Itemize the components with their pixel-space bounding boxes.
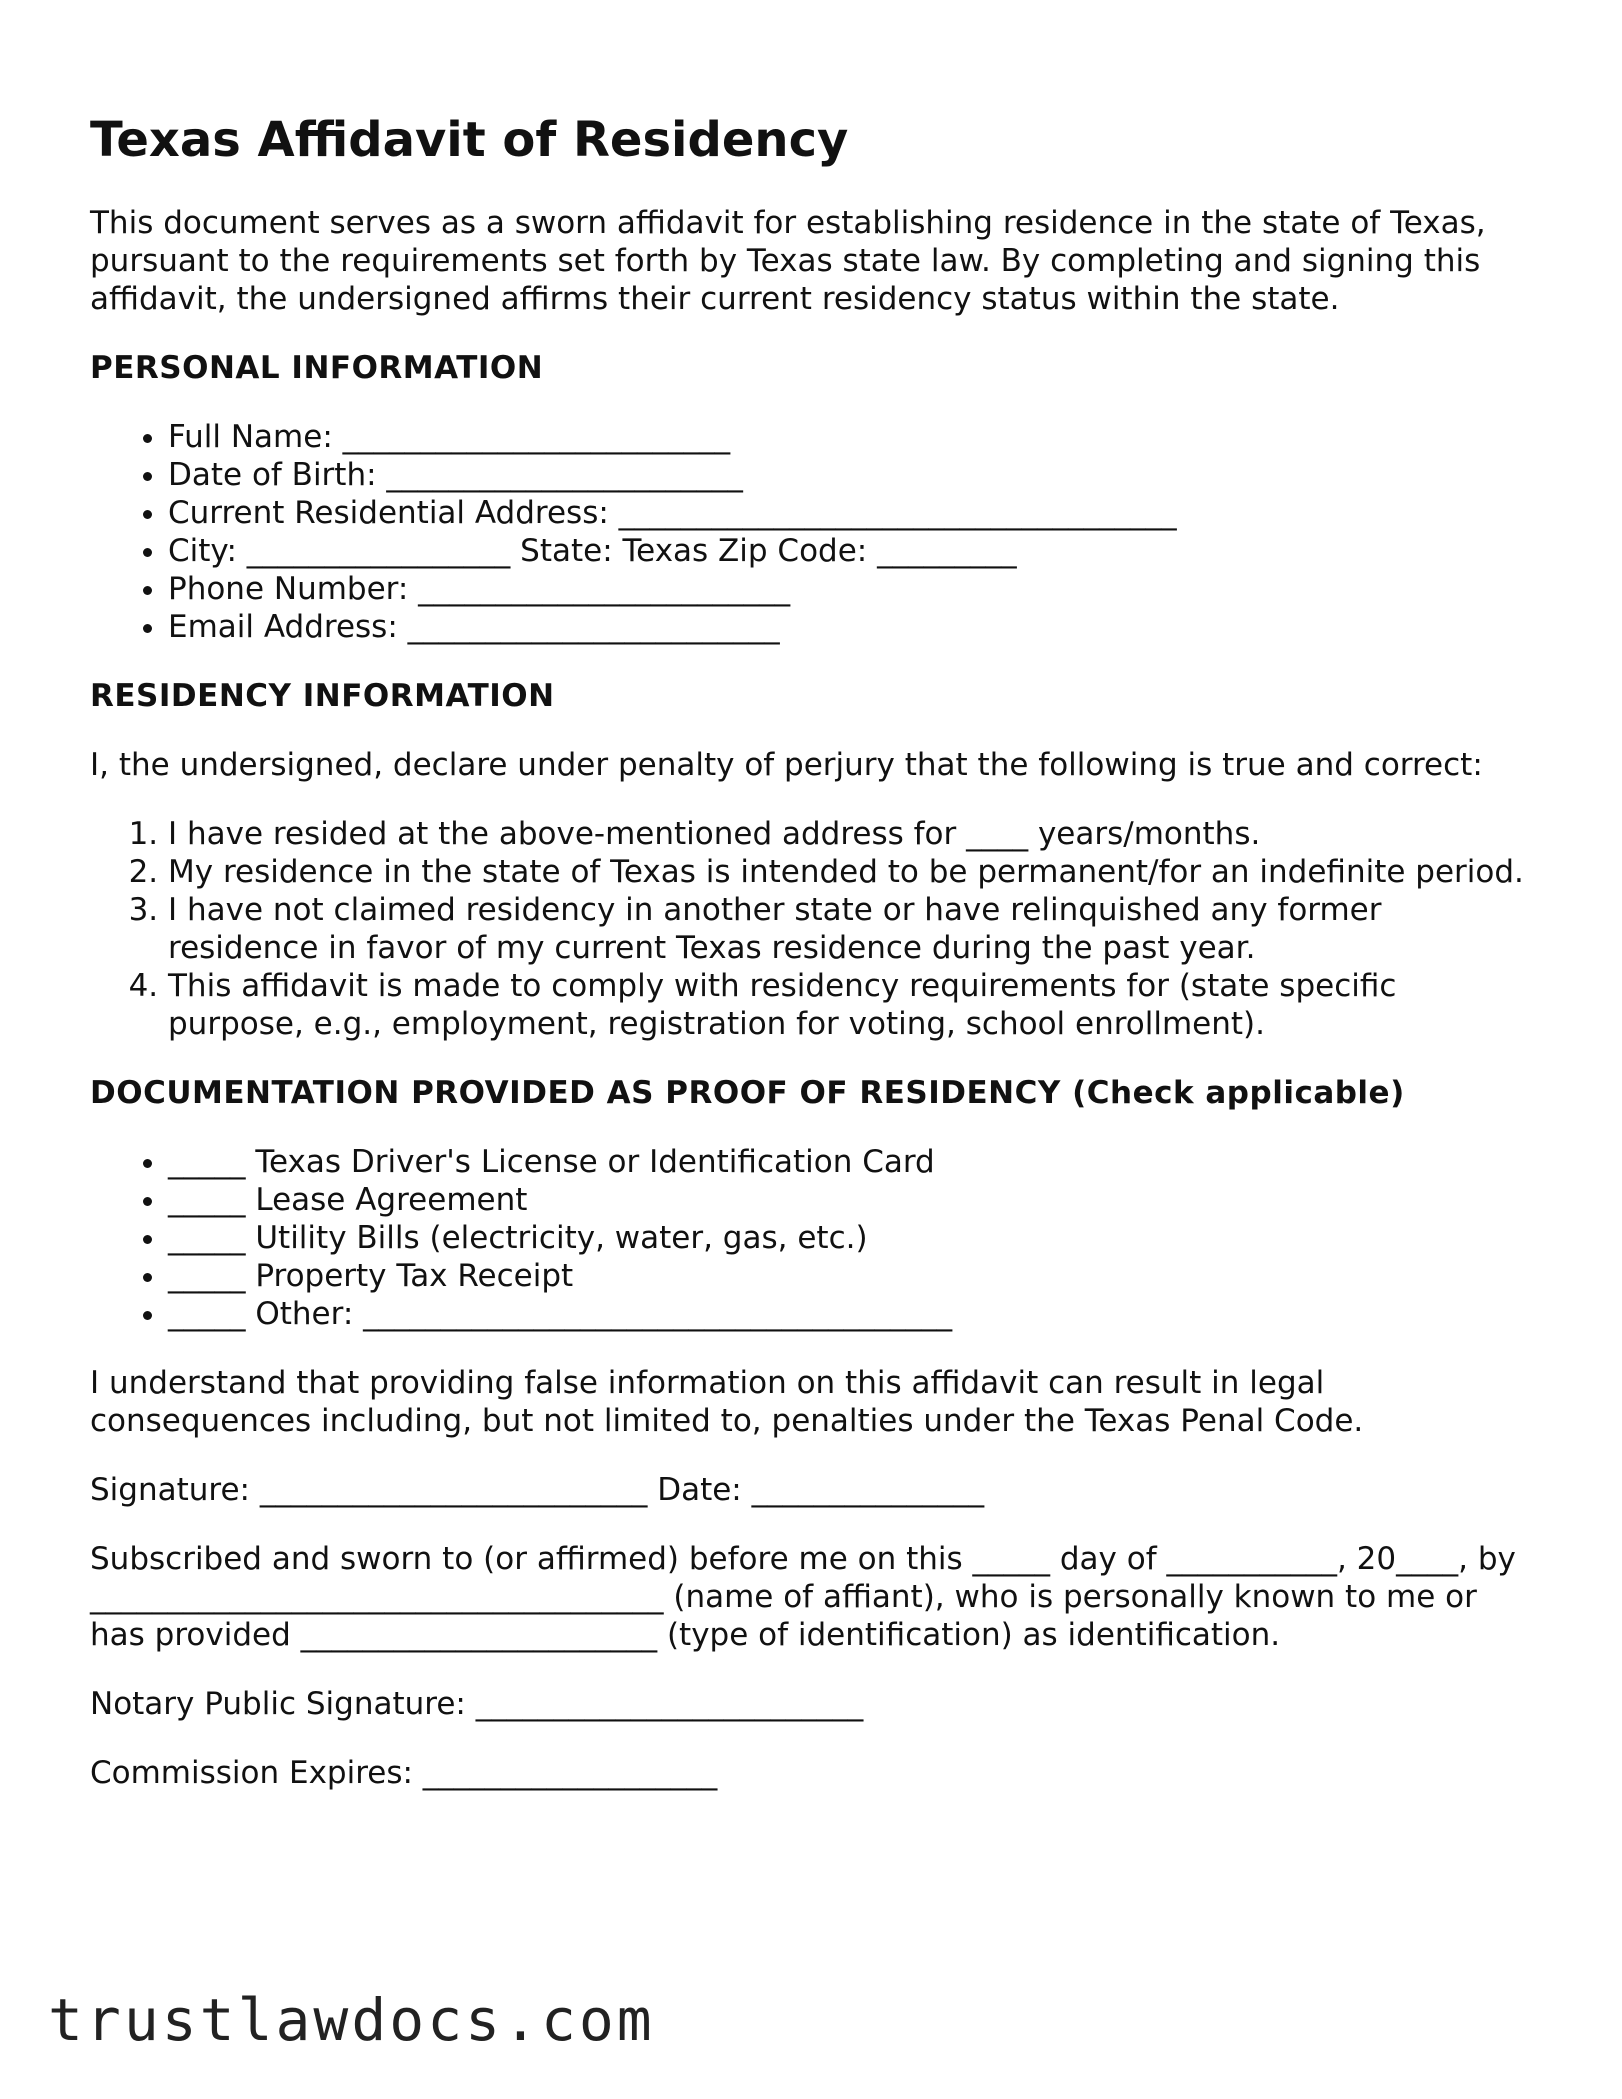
signature-date-line: Signature: _________________________ Date: _______________ (90, 1472, 985, 1508)
document-page (90, 110, 1540, 1823)
documentation-item-utility-bills: • _____ Utility Bills (electricity, water, gas, etc.) (168, 1219, 1540, 1257)
documentation-item-other: • _____ Other: ______________________________________ (168, 1295, 1540, 1333)
notary-statement: Subscribed and sworn to (or affirmed) before me on this _____ day of ___________, 20____, by _____________________________________ (name of affiant), who is personally known to me or has provided _______________________ (type of identification) as identification. (90, 1541, 1516, 1653)
notary-signature-line: Notary Public Signature: _________________________ (90, 1686, 864, 1722)
residency-statement: 2. My residence in the state of Texas is intended to be permanent/for an indefinite period. (168, 853, 1540, 891)
date-of-birth-field: • Date of Birth: _______________________ (168, 456, 1540, 494)
personal-information-list (90, 418, 1540, 646)
personal-information-heading: PERSONAL INFORMATION (90, 350, 544, 386)
residency-statement: 1. I have resided at the above-mentioned address for ____ years/months. (168, 815, 1540, 853)
site-watermark: trustlawdocs.com (48, 1986, 655, 2054)
documentation-item-property-tax: • _____ Property Tax Receipt (168, 1257, 1540, 1295)
residency-statements-list (90, 815, 1540, 1043)
residency-statement: 3. I have not claimed residency in another state or have relinquished any former residence in favor of my current Texas residence during the past year. (168, 891, 1540, 967)
documentation-item-lease: • _____ Lease Agreement (168, 1181, 1540, 1219)
phone-number-field: • Phone Number: ________________________ (168, 570, 1540, 608)
intro-paragraph: This document serves as a sworn affidavit for establishing residence in the state of Texas, pursuant to the requirements set forth by Texas state law. By completing and signing this affidavit, the undersigned affirms their current residency status within the state. (90, 205, 1486, 317)
documentation-item-drivers-license: • _____ Texas Driver's License or Identification Card (168, 1143, 1540, 1181)
city-state-zip-field: • City: _________________ State: Texas Zip Code: _________ (168, 532, 1540, 570)
document-title: Texas Affidavit of Residency (90, 112, 849, 168)
residential-address-field: • Current Residential Address: ____________________________________ (168, 494, 1540, 532)
email-address-field: • Email Address: ________________________ (168, 608, 1540, 646)
commission-expires-line: Commission Expires: ___________________ (90, 1755, 718, 1791)
documentation-list (90, 1143, 1540, 1333)
documentation-heading: DOCUMENTATION PROVIDED AS PROOF OF RESIDENCY (Check applicable) (90, 1075, 1405, 1111)
full-name-field: • Full Name: _________________________ (168, 418, 1540, 456)
false-information-warning: I understand that providing false information on this affidavit can result in legal consequences including, but not limited to, penalties under the Texas Penal Code. (90, 1365, 1364, 1439)
residency-statement: 4. This affidavit is made to comply with residency requirements for (state specific purpose, e.g., employment, registration for voting, school enrollment). (168, 967, 1540, 1043)
residency-information-heading: RESIDENCY INFORMATION (90, 678, 555, 714)
residency-declaration: I, the undersigned, declare under penalty of perjury that the following is true and correct: (90, 747, 1483, 783)
